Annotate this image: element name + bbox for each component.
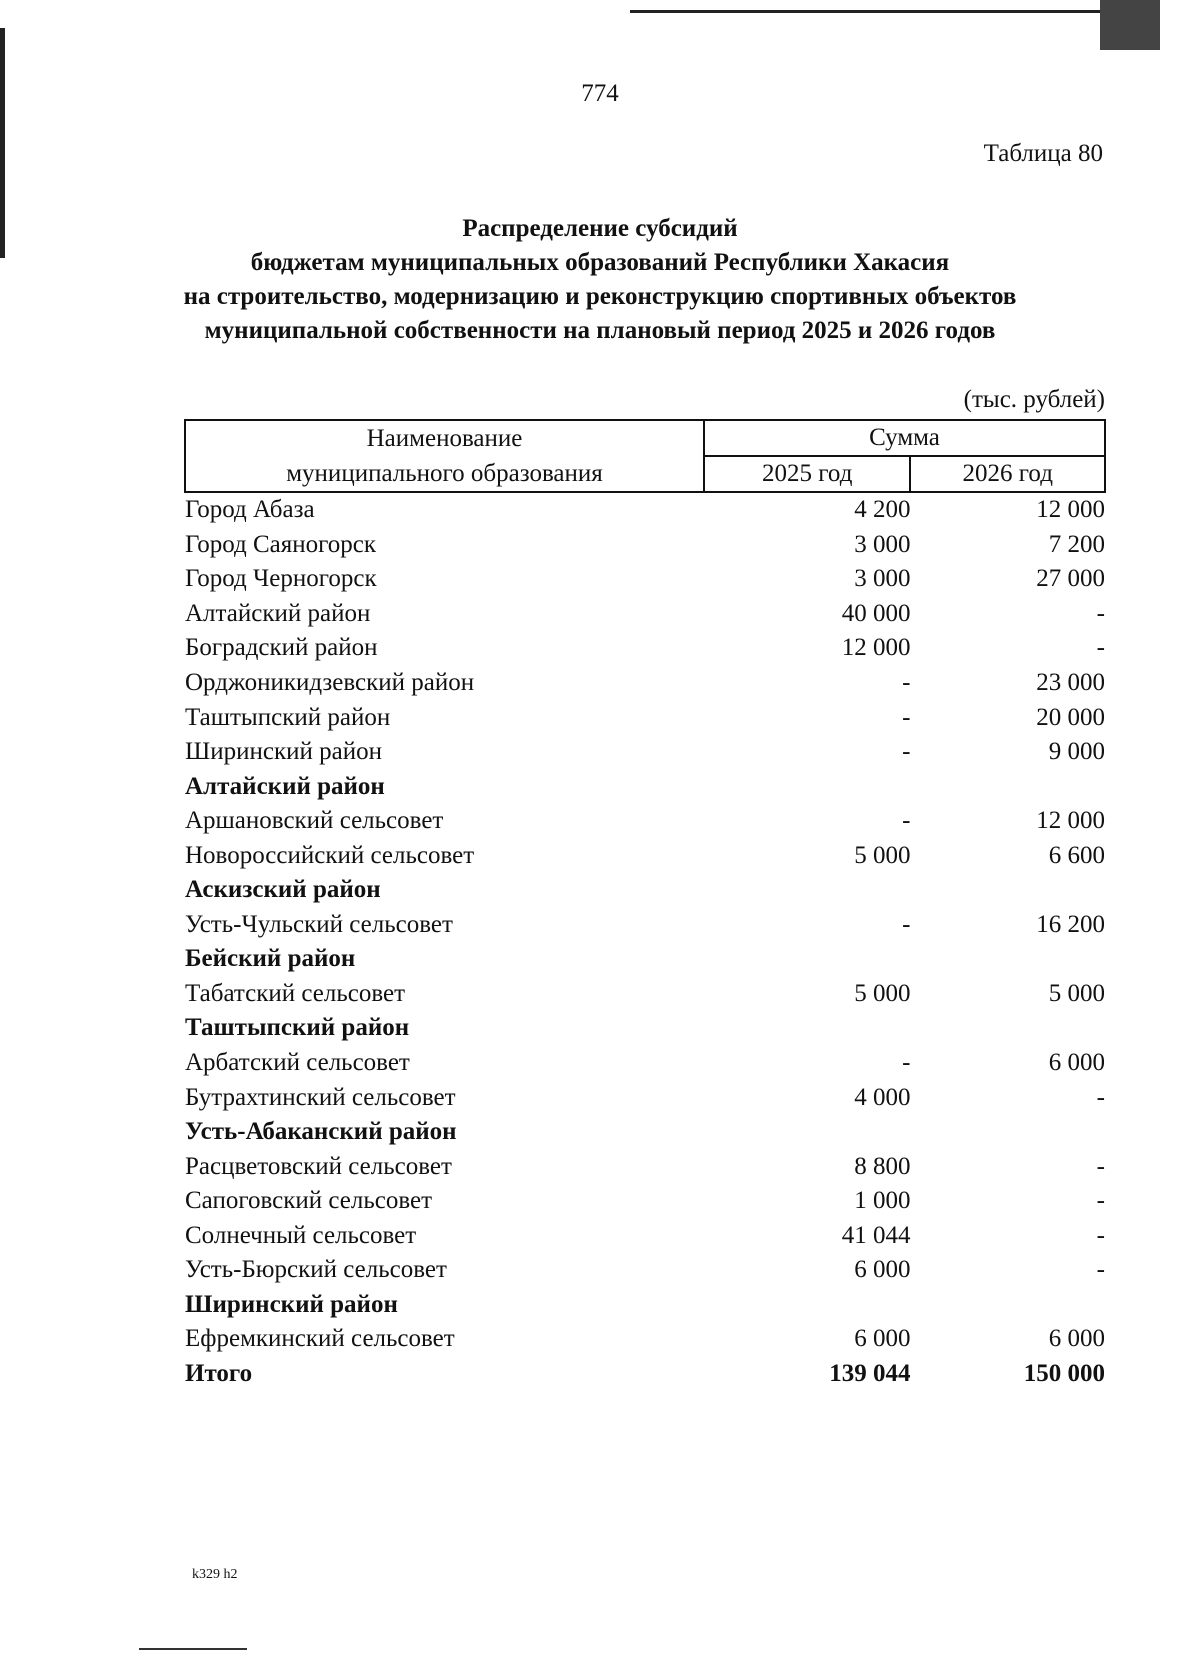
municipality-name: Город Абаза (185, 496, 315, 524)
value-2026: 5 000 (1048, 979, 1105, 1007)
header-sum: Сумма (704, 420, 1105, 456)
value-2026: 12 000 (1036, 496, 1105, 524)
value-2025: - (902, 703, 911, 731)
value-2025: - (902, 1049, 911, 1077)
group-row (185, 769, 1105, 804)
document-title (150, 212, 1050, 348)
table-row (185, 838, 1105, 873)
table-row (185, 631, 1105, 666)
table-row (185, 666, 1105, 701)
group-row (185, 1115, 1105, 1150)
value-2026: 6 600 (1048, 841, 1105, 869)
page-number: 774 (581, 80, 619, 107)
value-2026 (910, 769, 1105, 804)
value-2025: 5 000 (854, 841, 911, 869)
group-row (185, 1288, 1105, 1323)
table-row (185, 597, 1105, 632)
table-row (185, 1218, 1105, 1253)
title-line: Распределение субсидий (462, 215, 738, 242)
header-name-line2: муниципального образования (185, 456, 704, 492)
municipality-name: Таштыпский район (185, 703, 391, 731)
municipality-name: Ширинский район (185, 1290, 398, 1318)
municipality-name: Алтайский район (185, 599, 371, 627)
value-2025: - (902, 910, 911, 938)
value-2026: - (1096, 1083, 1105, 1111)
value-2025 (704, 1288, 910, 1323)
value-2025: 40 000 (841, 599, 911, 627)
municipality-name: Усть-Бюрский сельсовет (185, 1256, 447, 1284)
title-line: на строительство, модернизацию и реконструкцию спортивных объектов (183, 283, 1017, 310)
title-line: бюджетам муниципальных образований Республики Хакасия (250, 249, 950, 276)
table-row (185, 1322, 1105, 1357)
municipality-name: Аршановский сельсовет (185, 807, 444, 835)
municipality-name: Город Саяногорск (185, 530, 377, 558)
table-label: Таблица 80 (983, 140, 1103, 167)
value-2026 (910, 1288, 1105, 1323)
table-row (185, 977, 1105, 1012)
scan-edge-top (630, 10, 1130, 13)
value-2025: 3 000 (854, 565, 911, 593)
table-row (185, 1149, 1105, 1184)
title-line: муниципальной собственности на плановый период 2025 и 2026 годов (204, 317, 996, 344)
municipality-name: Ефремкинский сельсовет (185, 1325, 455, 1353)
group-row (185, 942, 1105, 977)
table-row (185, 735, 1105, 770)
value-2025: - (902, 669, 911, 696)
header-year-2025: 2025 год (704, 456, 910, 492)
value-2026: 6 000 (1048, 1325, 1105, 1353)
value-2025: 5 000 (854, 979, 911, 1007)
municipality-name: Орджоникидзевский район (185, 669, 475, 696)
value-2026: 23 000 (1036, 669, 1105, 696)
table-body (185, 492, 1105, 1391)
municipality-name: Усть-Абаканский район (185, 1118, 457, 1146)
scan-edge-left (0, 28, 5, 258)
table-row (185, 1046, 1105, 1081)
table-row (185, 700, 1105, 735)
value-2025: - (902, 738, 911, 766)
table-row (185, 908, 1105, 943)
municipality-name: Расцветовский сельсовет (185, 1152, 452, 1180)
value-2025: 6 000 (854, 1256, 911, 1284)
value-2025 (704, 942, 910, 977)
value-2026: 12 000 (1036, 807, 1105, 835)
value-2026: - (1096, 634, 1105, 662)
value-2025: 4 200 (854, 496, 911, 524)
municipality-name: Аскизский район (185, 876, 381, 904)
value-2026: - (1096, 1152, 1105, 1180)
value-2026: - (1096, 1256, 1105, 1284)
value-2026: 7 200 (1048, 530, 1105, 558)
group-row (185, 1011, 1105, 1046)
municipality-name: Новороссийский сельсовет (185, 841, 475, 869)
value-2025: 3 000 (854, 530, 911, 558)
value-2026 (910, 942, 1105, 977)
footer-rule (139, 1648, 247, 1650)
table-row (185, 1184, 1105, 1219)
value-2025: 8 800 (854, 1152, 911, 1180)
municipality-name: Бейский район (185, 945, 356, 973)
value-2025 (704, 1115, 910, 1150)
table-row (185, 804, 1105, 839)
municipality-name: Табатский сельсовет (185, 979, 406, 1007)
value-2025: - (902, 807, 911, 835)
value-2025: 12 000 (841, 634, 911, 662)
value-2026 (910, 1115, 1105, 1150)
value-2026: 9 000 (1048, 738, 1105, 766)
municipality-name: Сапоговский сельсовет (185, 1187, 433, 1215)
table-row (185, 562, 1105, 597)
footer-code: k329 h2 (192, 1567, 238, 1582)
value-2026: - (1096, 599, 1105, 627)
value-2025: 6 000 (854, 1325, 911, 1353)
municipality-name: Усть-Чульский сельсовет (185, 910, 453, 938)
table-header-row (185, 420, 1105, 456)
value-2026: 6 000 (1048, 1049, 1105, 1077)
value-2026: - (1096, 1187, 1105, 1215)
value-2025 (704, 1011, 910, 1046)
value-2026: - (1096, 1221, 1105, 1249)
table-row (185, 528, 1105, 563)
municipality-name: Алтайский район (185, 772, 385, 800)
municipality-name: Солнечный сельсовет (185, 1221, 417, 1249)
total-label: Итого (185, 1359, 253, 1387)
value-2026: 20 000 (1036, 703, 1105, 731)
municipality-name: Арбатский сельсовет (185, 1049, 410, 1077)
total-2026: 150 000 (1023, 1359, 1105, 1387)
municipality-name: Ширинский район (185, 738, 382, 766)
municipality-name: Бутрахтинский сельсовет (185, 1083, 456, 1111)
total-2025: 139 044 (829, 1359, 911, 1387)
table-row (185, 1253, 1105, 1288)
value-2025 (704, 769, 910, 804)
unit-label: (тыс. рублей) (963, 386, 1105, 413)
header-year-2026: 2026 год (910, 456, 1105, 492)
header-name-line1: Наименование (185, 420, 704, 456)
value-2025: 1 000 (854, 1187, 911, 1215)
municipality-name: Боградский район (185, 634, 378, 662)
total-row (185, 1357, 1105, 1392)
value-2026 (910, 873, 1105, 908)
value-2025: 4 000 (854, 1083, 911, 1111)
value-2026: 16 200 (1036, 910, 1105, 938)
municipality-name: Таштыпский район (185, 1014, 410, 1042)
subsidy-table (184, 419, 1106, 1391)
value-2026 (910, 1011, 1105, 1046)
table-row (185, 492, 1105, 528)
value-2025: 41 044 (841, 1221, 911, 1249)
municipality-name: Город Черногорск (185, 565, 377, 593)
table-header-row (185, 456, 1105, 492)
table-row (185, 1080, 1105, 1115)
scan-corner-top-right (1100, 0, 1160, 50)
group-row (185, 873, 1105, 908)
value-2026: 27 000 (1036, 565, 1105, 593)
value-2025 (704, 873, 910, 908)
